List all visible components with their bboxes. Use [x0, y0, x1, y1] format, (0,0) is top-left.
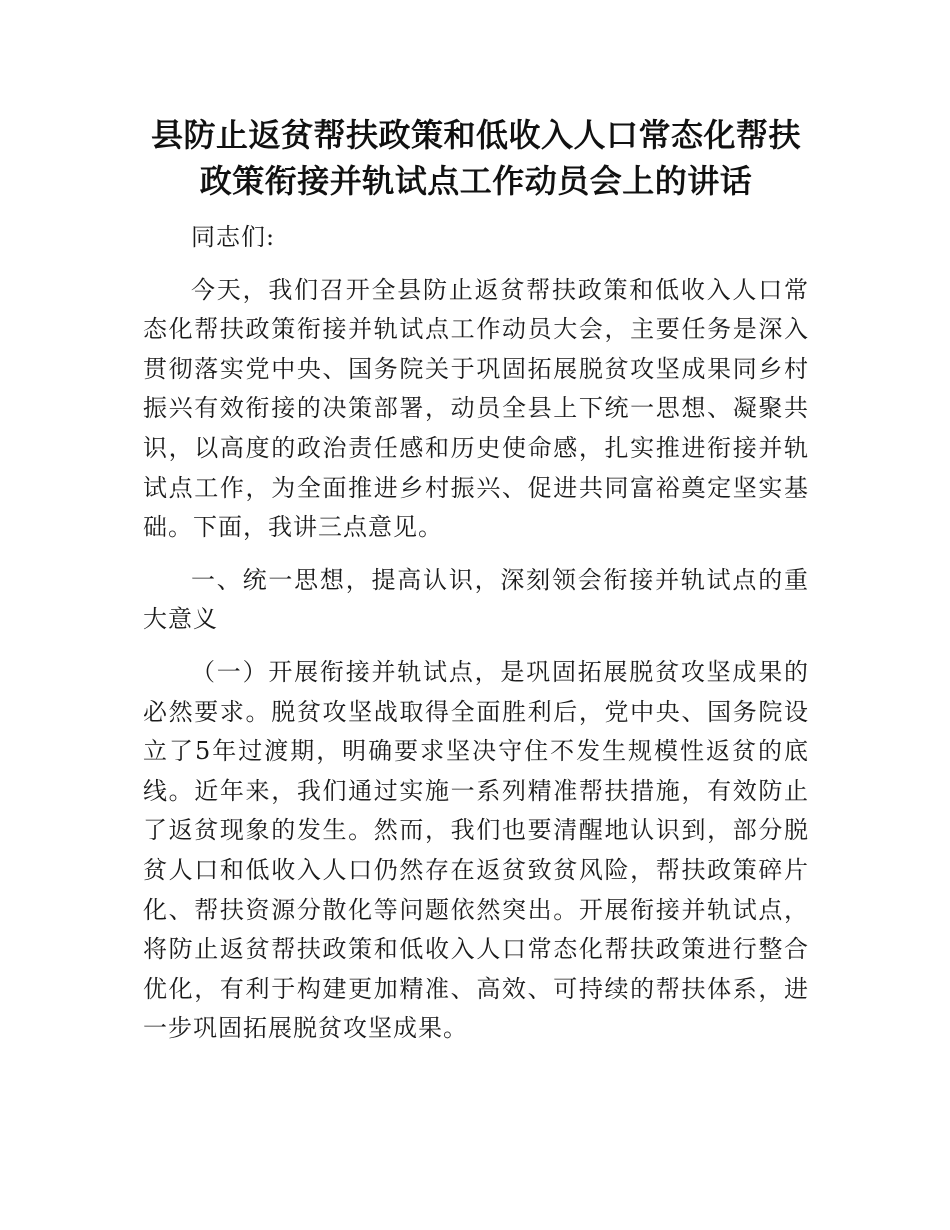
section-heading-1: 一、统一思想，提高认识，深刻领会衔接并轨试点的重大意义 [143, 565, 809, 634]
paragraph-opening: 今天，我们召开全县防止返贫帮扶政策和低收入人口常态化帮扶政策衔接并轨试点工作动员大会，主要任务是深入贯彻落实党中央、国务院关于巩固拓展脱贫攻坚成果同乡村振兴有效衔接的决策部署，动员全县上下统一思想、凝聚共识，以高度的政治责任感和历史使命感，扎实推进衔接并轨试点工作，为全面推进乡村振兴、促进共同富裕奠定坚实基础。下面，我讲三点意见。 [143, 275, 809, 542]
title-line-2: 政策衔接并轨试点工作动员会上的讲话 [199, 162, 753, 200]
document-title [143, 112, 809, 204]
salutation: 同志们: [191, 223, 276, 251]
title-line-1: 县防止返贫帮扶政策和低收入人口常态化帮扶 [150, 116, 801, 154]
document-body [143, 218, 809, 1062]
paragraph-subsection-1: （一）开展衔接并轨试点，是巩固拓展脱贫攻坚成果的必然要求。脱贫攻坚战取得全面胜利后，党中央、国务院设立了5年过渡期，明确要求坚决守住不发生规模性返贫的底线。近年来，我们通过实施一系列精准帮扶措施，有效防止了返贫现象的发生。然而，我们也要清醒地认识到，部分脱贫人口和低收入人口仍然存在返贫致贫风险，帮扶政策碎片化、帮扶资源分散化等问题依然突出。开展衔接并轨试点，将防止返贫帮扶政策和低收入人口常态化帮扶政策进行整合优化，有利于构建更加精准、高效、可持续的帮扶体系，进一步巩固拓展脱贫攻坚成果。 [143, 657, 809, 1043]
